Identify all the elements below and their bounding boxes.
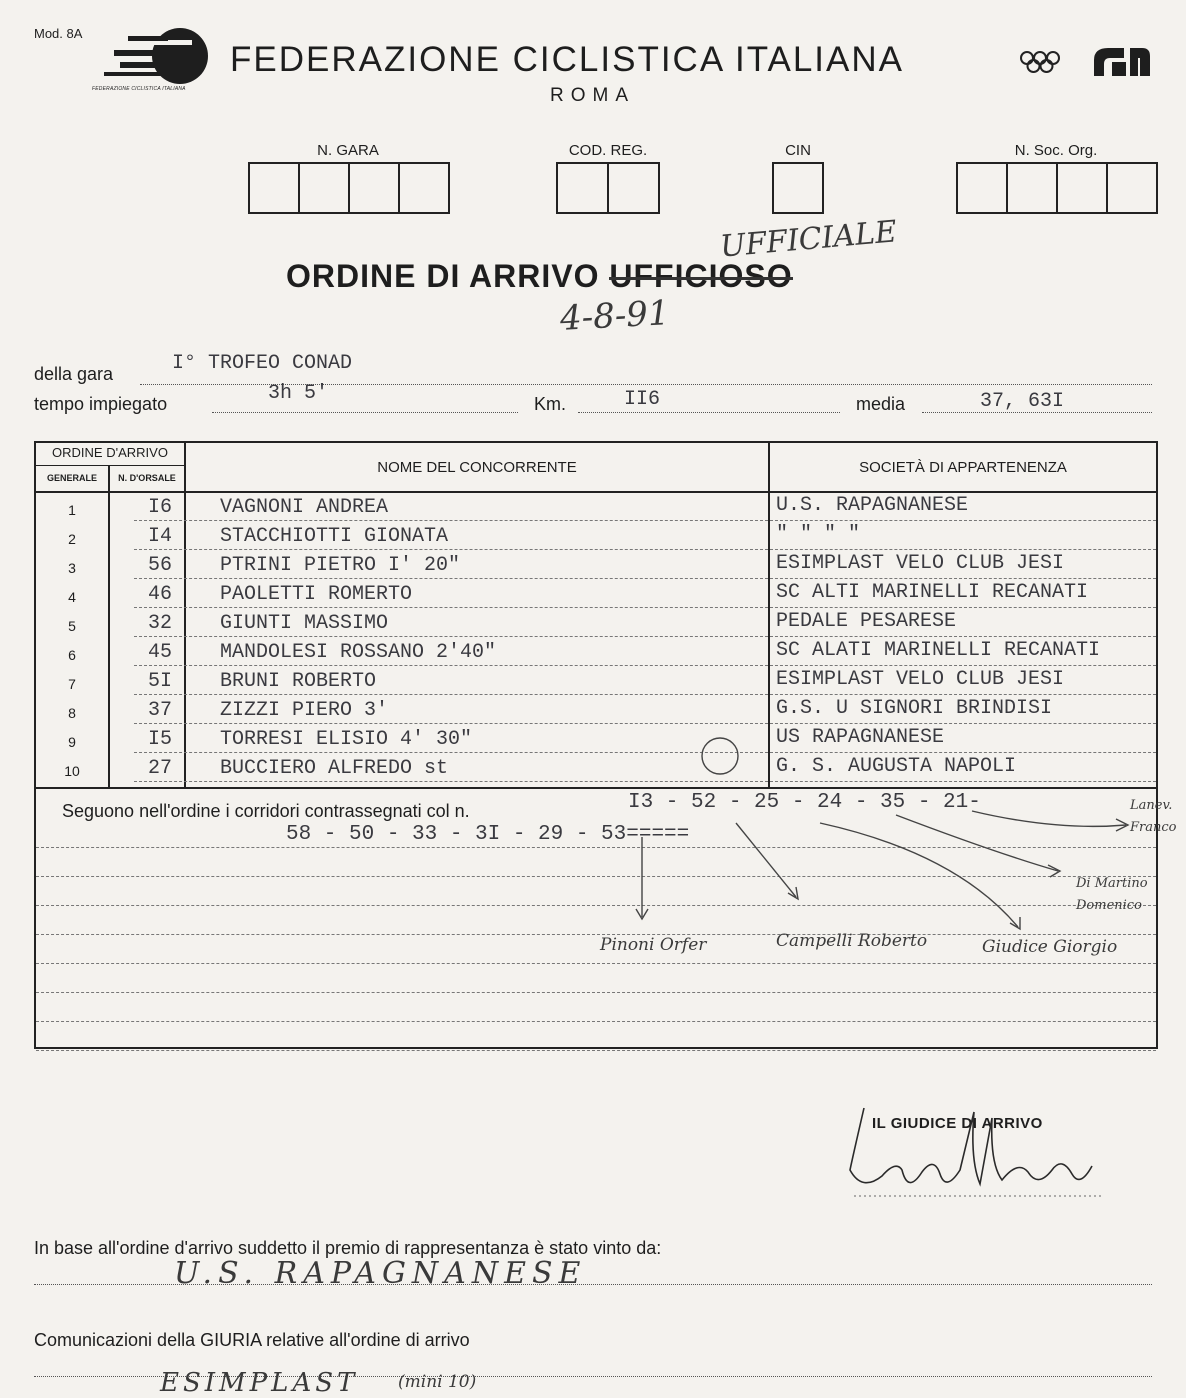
- cod-reg-boxes[interactable]: [556, 162, 660, 214]
- model-code: Mod. 8A: [34, 26, 83, 41]
- handwritten-name-5: Lanev. Franco: [1130, 798, 1177, 835]
- row-rider-name: GIUNTI MASSIMO: [220, 612, 389, 635]
- olympic-rings-icon: [1018, 48, 1062, 76]
- row-rider-name: BUCCIERO ALFREDO st: [220, 757, 449, 780]
- coni-logo-icon: [1090, 46, 1156, 78]
- row-bib-number: I5: [147, 728, 172, 751]
- row-divider-team: [770, 636, 1156, 637]
- row-position: 2: [68, 531, 76, 547]
- row-team-name: ESIMPLAST VELO CLUB JESI: [776, 668, 1065, 691]
- logo-caption: FEDERAZIONE CICLISTICA ITALIANA: [92, 86, 186, 92]
- row-divider-team: [770, 752, 1156, 753]
- title-struck-word: UFFICIOSO: [609, 258, 793, 294]
- th-ordine: ORDINE D'ARRIVO: [52, 445, 168, 460]
- handwritten-arrows-icon: [36, 793, 1177, 943]
- row-divider-team: [770, 520, 1156, 521]
- row-divider: [134, 781, 768, 782]
- row-team-name: U.S. RAPAGNANESE: [776, 494, 969, 517]
- row-divider-team: [770, 578, 1156, 579]
- row-bib-number: I6: [147, 496, 172, 519]
- row-divider: [134, 752, 768, 753]
- giudice-label: IL GIUDICE DI ARRIVO: [872, 1115, 1043, 1132]
- handwritten-date: 4-8-91: [559, 293, 671, 339]
- following-numbers-1[interactable]: I3 - 52 - 25 - 24 - 35 - 21-: [628, 791, 981, 814]
- row-bib-number: 27: [147, 757, 172, 780]
- row-divider-team: [770, 723, 1156, 724]
- row-position: 5: [68, 618, 76, 634]
- tempo-dotted-line: [212, 412, 518, 413]
- judge-signature-icon: [842, 1100, 1112, 1200]
- handwritten-name-3: Giudice Giorgio: [982, 937, 1118, 957]
- th-societa: SOCIETÀ DI APPARTENENZA: [859, 459, 1067, 476]
- row-bib-number: 56: [147, 554, 172, 577]
- row-divider-team: [770, 665, 1156, 666]
- row-position: 4: [68, 589, 76, 605]
- row-position: 1: [68, 502, 76, 518]
- blank-dotted-line: [36, 1021, 1156, 1022]
- blank-dotted-line: [36, 1050, 1156, 1051]
- premio-value[interactable]: U.S. RAPAGNANESE: [174, 1256, 587, 1291]
- row-divider: [134, 694, 768, 695]
- row-bib-number: I4: [147, 525, 172, 548]
- cod-reg-label: COD. REG.: [568, 142, 648, 159]
- row-divider: [134, 723, 768, 724]
- row-team-name: " " " ": [776, 523, 861, 546]
- comunicazioni-note: (mini 10): [398, 1372, 477, 1392]
- row-bib-number: 37: [147, 699, 172, 722]
- row-divider-team: [770, 781, 1156, 782]
- row-team-name: SC ALTI MARINELLI RECANATI: [776, 581, 1089, 604]
- n-gara-boxes[interactable]: [248, 162, 450, 214]
- cin-box[interactable]: [772, 162, 824, 214]
- th-nome: NOME DEL CONCORRENTE: [377, 459, 577, 476]
- row-rider-name: MANDOLESI ROSSANO 2'40": [220, 641, 497, 664]
- row-divider: [134, 665, 768, 666]
- header-sub-divider: [36, 465, 184, 466]
- federation-city: ROMA: [550, 85, 635, 106]
- row-team-name: PEDALE PESARESE: [776, 610, 957, 633]
- gara-value[interactable]: I° TROFEO CONAD: [172, 352, 353, 375]
- blank-dotted-line: [36, 963, 1156, 964]
- row-team-name: SC ALATI MARINELLI RECANATI: [776, 639, 1101, 662]
- row-bib-number: 5I: [147, 670, 172, 693]
- following-numbers-2[interactable]: 58 - 50 - 33 - 3I - 29 - 53=====: [286, 823, 690, 846]
- n-soc-org-label: N. Soc. Org.: [1014, 142, 1098, 159]
- seguono-label: Seguono nell'ordine i corridori contrassegnati col n.: [62, 801, 470, 821]
- blank-dotted-line: [36, 992, 1156, 993]
- th-dorsale: N. D'ORSALE: [118, 473, 176, 483]
- th-generale: GENERALE: [46, 473, 97, 483]
- gara-label: della gara: [34, 364, 114, 384]
- n-gara-label: N. GARA: [317, 142, 379, 159]
- tempo-value[interactable]: 3h 5': [268, 382, 329, 405]
- row-rider-name: PTRINI PIETRO I' 20": [220, 554, 461, 577]
- km-label: Km.: [534, 394, 567, 414]
- row-position: 9: [68, 734, 76, 750]
- row-divider: [134, 520, 768, 521]
- row-position: 8: [68, 705, 76, 721]
- handwritten-name-4: Di Martino Domenico: [1076, 876, 1148, 913]
- federation-title: FEDERAZIONE CICLISTICA ITALIANA: [230, 40, 904, 79]
- cin-label: CIN: [785, 142, 811, 159]
- premio-label: In base all'ordine d'arrivo suddetto il premio di rappresentanza è stato vinto da:: [34, 1238, 662, 1258]
- row-position: 3: [68, 560, 76, 576]
- row-team-name: US RAPAGNANESE: [776, 726, 945, 749]
- row-position: 10: [64, 763, 80, 779]
- rows-bottom-divider: [36, 787, 1156, 789]
- row-bib-number: 46: [147, 583, 172, 606]
- row-team-name: G. S. AUGUSTA NAPOLI: [776, 755, 1017, 778]
- row-divider: [134, 607, 768, 608]
- row-bib-number: 32: [147, 612, 172, 635]
- row-rider-name: PAOLETTI ROMERTO: [220, 583, 413, 606]
- row-team-name: G.S. U SIGNORI BRINDISI: [776, 697, 1053, 720]
- row-rider-name: VAGNONI ANDREA: [220, 496, 389, 519]
- row-rider-name: BRUNI ROBERTO: [220, 670, 377, 693]
- col-divider-name: [768, 443, 770, 787]
- row-divider-team: [770, 607, 1156, 608]
- fci-logo-icon: [100, 26, 212, 94]
- tempo-label: tempo impiegato: [34, 394, 168, 414]
- km-dotted-line: [578, 412, 840, 413]
- row-rider-name: ZIZZI PIERO 3': [220, 699, 389, 722]
- n-soc-org-boxes[interactable]: [956, 162, 1158, 214]
- row-divider-team: [770, 694, 1156, 695]
- handwritten-name-1: Pinoni Orfer: [600, 935, 707, 955]
- row-position: 7: [68, 676, 76, 692]
- comunicazioni-value[interactable]: ESIMPLAST: [160, 1368, 359, 1398]
- comunicazioni-label: Comunicazioni della GIURIA relative all'ordine di arrivo: [34, 1330, 470, 1350]
- row-divider: [134, 636, 768, 637]
- row-team-name: ESIMPLAST VELO CLUB JESI: [776, 552, 1065, 575]
- row-rider-name: STACCHIOTTI GIONATA: [220, 525, 449, 548]
- header-divider: [36, 491, 1156, 493]
- row-bib-number: 45: [147, 641, 172, 664]
- media-value[interactable]: 37, 63I: [980, 390, 1065, 413]
- col-divider-bib: [184, 443, 186, 787]
- row-divider: [134, 549, 768, 550]
- title-main: ORDINE DI ARRIVO: [286, 258, 600, 294]
- row-divider-team: [770, 549, 1156, 550]
- handwritten-ufficiale: UFFICIALE: [718, 214, 899, 265]
- row-rider-name: TORRESI ELISIO 4' 30": [220, 728, 473, 751]
- row-divider: [134, 578, 768, 579]
- document-title: [286, 258, 793, 295]
- media-label: media: [856, 394, 906, 414]
- km-value[interactable]: II6: [624, 388, 661, 411]
- handwritten-name-2: Campelli Roberto: [776, 931, 928, 951]
- row-position: 6: [68, 647, 76, 663]
- results-table: [34, 441, 1177, 1049]
